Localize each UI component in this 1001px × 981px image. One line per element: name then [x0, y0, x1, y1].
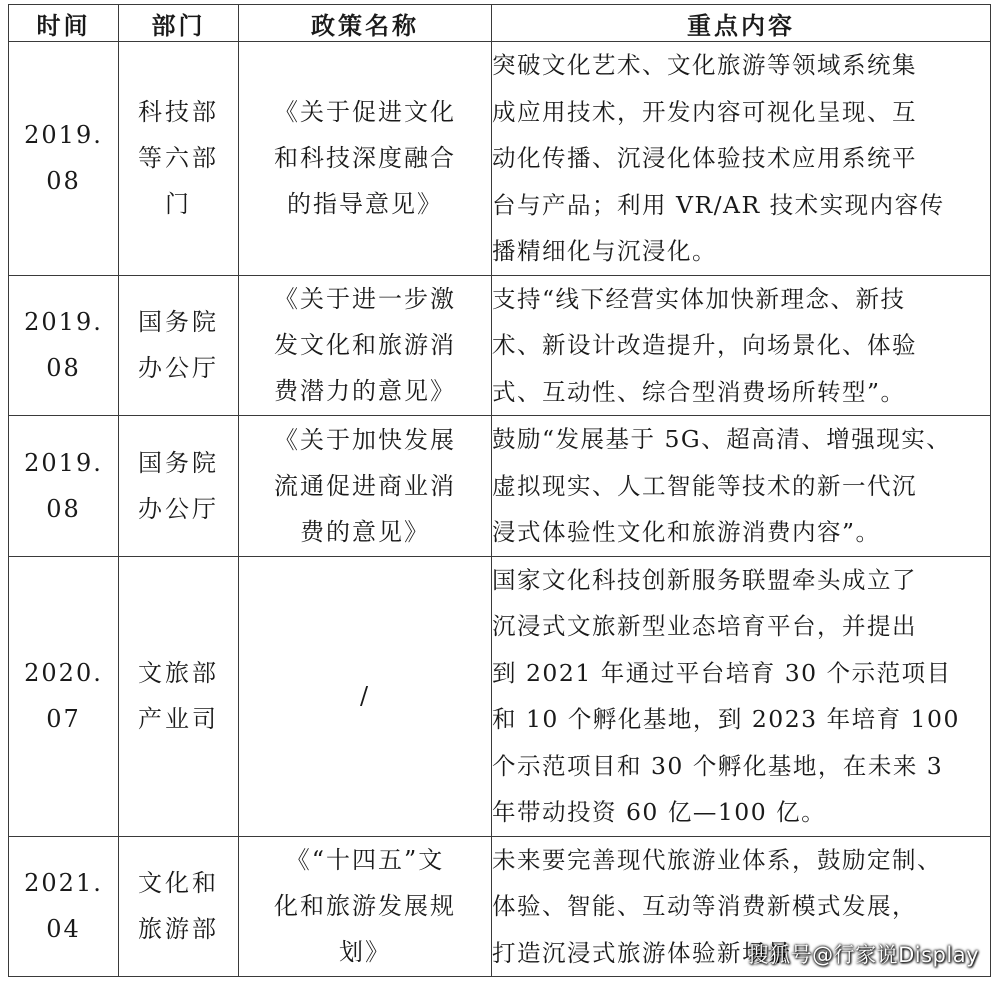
table-row — [9, 556, 991, 836]
dept-cell: 国务院 办公厅 — [119, 416, 239, 557]
time-cell: 2019. 08 — [9, 275, 119, 416]
dept-cell: 科技部 等六部 门 — [119, 42, 239, 276]
time-cell: 2021. 04 — [9, 836, 119, 977]
dept-cell: 文化和 旅游部 — [119, 836, 239, 977]
table-row — [9, 42, 991, 276]
content-cell: 国家文化科技创新服务联盟牵头成立了 沉浸式文旅新型业态培育平台，并提出 到 2021 年通过平台培育 30 个示范项目 和 10 个孵化基地，到 2023 年培育 100 个示范项目和 30 个孵化基地，在未来 3 年带动投资 60 亿—100 亿。 — [492, 556, 991, 836]
header-dept: 部门 — [119, 5, 239, 42]
header-row — [9, 5, 991, 42]
dept-cell: 文旅部 产业司 — [119, 556, 239, 836]
content-cell: 鼓励“发展基于 5G、超高清、增强现实、 虚拟现实、人工智能等技术的新一代沉 浸式体验性文化和旅游消费内容”。 — [492, 416, 991, 557]
content-cell: 突破文化艺术、文化旅游等领域系统集 成应用技术，开发内容可视化呈现、互 动化传播、沉浸化体验技术应用系统平 台与产品；利用 VR/AR 技术实现内容传 播精细化与沉浸化。 — [492, 42, 991, 276]
header-content: 重点内容 — [492, 5, 991, 42]
time-cell: 2019. 08 — [9, 416, 119, 557]
policy-name-cell: 《关于加快发展 流通促进商业消 费的意见》 — [239, 416, 492, 557]
policy-name-cell: / — [239, 556, 492, 836]
time-cell: 2019. 08 — [9, 42, 119, 276]
policy-table — [8, 4, 991, 977]
table-row — [9, 416, 991, 557]
policy-name-cell: 《“十四五”文 化和旅游发展规 划》 — [239, 836, 492, 977]
table-row — [9, 275, 991, 416]
policy-name-cell: 《关于进一步激 发文化和旅游消 费潜力的意见》 — [239, 275, 492, 416]
time-cell: 2020. 07 — [9, 556, 119, 836]
header-name: 政策名称 — [239, 5, 492, 42]
content-cell: 支持“线下经营实体加快新理念、新技 术、新设计改造提升，向场景化、体验 式、互动性、综合型消费场所转型”。 — [492, 275, 991, 416]
dept-cell: 国务院 办公厅 — [119, 275, 239, 416]
watermark: 搜狐号@行家说Display — [747, 943, 979, 967]
header-time: 时间 — [9, 5, 119, 42]
content-cell: 未来要完善现代旅游业体系，鼓励定制、 体验、智能、互动等消费新模式发展， 打造沉浸式旅游体验新场景 — [492, 836, 991, 977]
policy-name-cell: 《关于促进文化 和科技深度融合 的指导意见》 — [239, 42, 492, 276]
